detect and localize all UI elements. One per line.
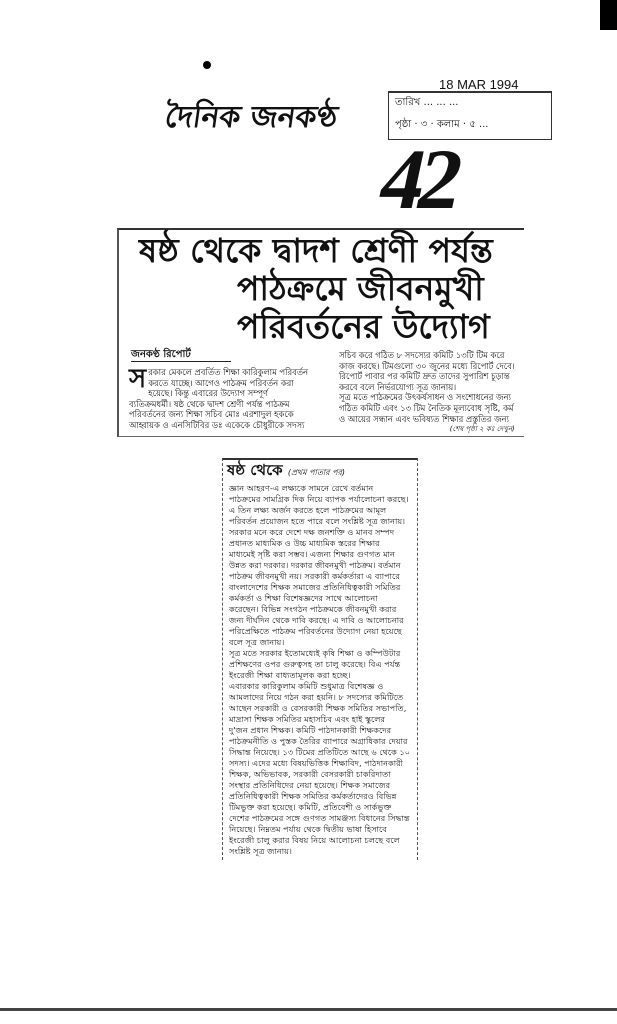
text-line: প্রতিনিধিত্বকারী শিক্ষক সমিতির কর্মকর্তাদেরও বিভিন্ন [229, 791, 397, 801]
text-line: সরকার মনে করে দেশে দক্ষ জনশক্তি ও মানব সম্পদ [229, 527, 395, 537]
text-line: উন্নত করা দরকার। দরকার জীবনমুখী পাঠক্রম। বর্তমান [229, 560, 401, 570]
text-line: পাঠক্রমনীতি ও পুস্তক তৈরির ব্যাপারে অগ্রাধিকার দেয়ার [229, 736, 408, 746]
date-label: তারিখ ... ... ... [395, 97, 459, 108]
text-line: সংস্থার প্রতিনিধিদের নেয়া হয়েছে। শিক্ষক সমাজের [229, 780, 391, 790]
continued-note: (শেষ পৃষ্ঠা ২ কঃ দেখুন) [449, 425, 515, 434]
text-line: ব্যতিক্রমধর্মী। ষষ্ঠ থেকে দ্বাদশ শ্রেণী পর্যন্ত পাঠক্রম [129, 398, 290, 409]
text-line: টিমভুক্ত করা হয়েছে। কমিটি, প্রতিবেশী ও সার্কভুক্ত [229, 802, 392, 812]
text-line: পরিপ্রেক্ষিতে পাঠক্রম পরিবর্তনের উদ্যোগ নেয়া হয়েছে [229, 626, 402, 636]
text-line: জ্ঞান আহরণ-এ লক্ষ্যকে সামনে রেখে বর্তমান [229, 483, 374, 493]
text-line: মাধ্যমেই সৃষ্টি করা সম্ভব। এজন্য শিক্ষার গুণগত মান [229, 549, 395, 559]
headline-line-3: পরিবর্তনের উদ্যোগ [237, 307, 490, 346]
text-line: করবে বলে নির্ভরযোগ্য সূত্র জানায়। [339, 381, 457, 392]
byline: জনকণ্ঠ রিপোর্ট [131, 348, 231, 362]
text-line: ও আয়ের সন্ধান এবং ভবিষ্যত শিক্ষার প্রস্তুতির জন্য [339, 413, 509, 424]
text-line: এবারকার কারিকুলাম কমিটি শুধুমাত্র বিশেষজ্ঞ ও [229, 681, 384, 691]
text-line: বাংলাদেশের শিক্ষক সমাজের প্রতিনিধিত্বকারী সমিতির [229, 582, 401, 592]
text-line: রকার মেকলে প্রবর্তিত শিক্ষা কারিকুলাম পরিবর্তন [148, 367, 309, 377]
heading-note: (প্রথম পাতার পর) [287, 468, 346, 477]
text-line: সদস্য। এদের মধ্যে বিষয়ভিত্তিক শিক্ষাবিদ, পাঠদানকারী [229, 758, 403, 768]
text-line: প্রধানত মাধ্যমিক ও উচ্চ মাধ্যমিক স্তরের শিক্ষার [229, 538, 380, 548]
text-line: বলে সূত্র জানায়। [229, 637, 285, 647]
text-line: নিয়েছে। নিম্নতম পর্যায় থেকে দ্বিতীয় ভাষা হিসাবে [229, 824, 387, 834]
text-line: সিদ্ধান্ত নিয়েছে। ১৩ টিমের প্রতিটিতে আছে ৬ থেকে ১০ [229, 747, 411, 757]
scan-edge [600, 0, 617, 30]
page-label: পৃষ্ঠা [395, 119, 412, 130]
text-line: রিপোর্ট পাবার পর কমিটি দ্রুত তাদের সুপারিশ চূড়ান্ত [339, 371, 510, 382]
text-line: আমলাদের নিয়ে গঠন করা হয়নি। ৮ সদস্যের কমিটিতে [229, 692, 404, 702]
headline-line-2: পাঠক্রমে জীবনমুখী [237, 269, 484, 308]
text-line: শিক্ষক, অভিভাবক, সরকারী বেসরকারী চাকরিদাতা [229, 769, 391, 779]
punch-mark [203, 61, 211, 69]
text-line: আছেন সরকারী ও বেসরকারী শিক্ষক সমিতির সভাপতি, [229, 703, 407, 713]
text-line: পরিবর্তন প্রয়োজন হতে পারে বলে সংশ্লিষ্ট সূত্র জানায়। [229, 516, 406, 526]
text-line: জন্য দীর্ঘদিন থেকে দাবি করছে। এ দাবি ও আলোচনার [229, 615, 404, 625]
text-line: কাজ করছে। টিমগুলো ৩০ জুনের মধ্যে রিপোর্ট দেবে। [339, 360, 515, 371]
text-line: পাঠক্রম জীবনমুখী নয়। সরকারী কর্মকর্তারা এ ব্যাপারে [229, 571, 400, 581]
text-line: হয়েছে। কিন্তু এবারের উদ্যোগ সম্পূর্ণ [148, 388, 268, 399]
text-line: দেশের পাঠক্রমের সঙ্গে গুণগত সামঞ্জস্য বিধানের সিদ্ধান্ত [229, 813, 410, 823]
page-value: ৩ [420, 119, 428, 130]
continuation-heading [227, 461, 345, 482]
continuation-clipping [222, 458, 418, 860]
continuation-body [229, 483, 410, 857]
text-line: সচিব করে গঠিত ৮ সদস্যের কমিটি ১৩টি টিম করে [339, 350, 505, 360]
text-line: সূত্র মতে সরকার ইতোমধ্যেই কৃষি শিক্ষা ও কম্পিউটার [229, 648, 401, 658]
text-line: গঠিত কমিটি এবং ১৩ টিম নৈতিক মূল্যবোধ সৃষ্টি, কর্ম [339, 402, 514, 413]
headline-line-1: ষষ্ঠ থেকে দ্বাদশ শ্রেণী পর্যন্ত [139, 231, 493, 270]
handwritten-number: 42 [371, 131, 467, 227]
page-column-row: পৃষ্ঠা · ৩ · কলাম · ৫ ... [395, 119, 489, 130]
text-line: ইংরেজী শিক্ষা বাধ্যতামূলক করা হচ্ছে। [229, 670, 351, 680]
text-line: মাদ্রাসা শিক্ষক সমিতির মহাসচিব এবং হাই স্কুলের [229, 714, 385, 724]
text-line: সূত্র মতে পাঠক্রমের উৎকর্ষসাধন ও সংশোধনের জন্য [339, 392, 511, 403]
newspaper-masthead: দৈনিক জনকণ্ঠ [162, 100, 340, 135]
article-left-column [129, 364, 309, 431]
column-value: ৫ [469, 119, 476, 130]
text-line: করতে যাচ্ছে। আগেও পাঠক্রম পরিবর্তন করা [148, 377, 294, 388]
text-line: ইংরেজী চালু করার বিষয় নিয়ে আলোচনা চলছে বলে [229, 835, 400, 845]
stamp-date: 18 MAR 1994 [439, 77, 519, 92]
article-clipping [117, 228, 524, 437]
article-right-column [339, 350, 515, 434]
text-line: সংশ্লিষ্ট সূত্র জানায়। [229, 846, 292, 856]
text-line: পাঠক্রমের সামগ্রিক দিক নিয়ে ব্যাপক পর্যালোচনা করছে। [229, 494, 409, 504]
heading-text: ষষ্ঠ থেকে [227, 461, 283, 479]
column-label: কলাম [436, 119, 460, 130]
text-line: আহ্বায়ক ও এনসিটিবির ডঃ একেকে চৌধুরীকে সদস্য [129, 419, 305, 430]
text-line: করেছেন। বিভিন্ন সংগঠন পাঠক্রমকে জীবনমুখী করার [229, 604, 397, 614]
scan-edge-bottom [0, 1008, 617, 1011]
text-line: পরিবর্তনের জন্য শিক্ষা সচিব মোঃ এরশাদুল হককে [129, 409, 294, 420]
text-line: দু'জন প্রধান শিক্ষক। কমিটি পাঠদানকারী শিক্ষকদের [229, 725, 392, 735]
text-line: কর্মকর্তা ও শিক্ষা বিশেষজ্ঞদের সাথে আলোচনা [229, 593, 378, 603]
text-line: প্রশিক্ষণের ওপর গুরুত্বসহ তা চালু করেছে। বিএ পর্যন্ত [229, 659, 401, 669]
drop-cap: স [129, 364, 147, 394]
text-line: এ তিন লক্ষ্য অর্জন করতে হলে পাঠক্রমের আমূল [229, 505, 387, 515]
